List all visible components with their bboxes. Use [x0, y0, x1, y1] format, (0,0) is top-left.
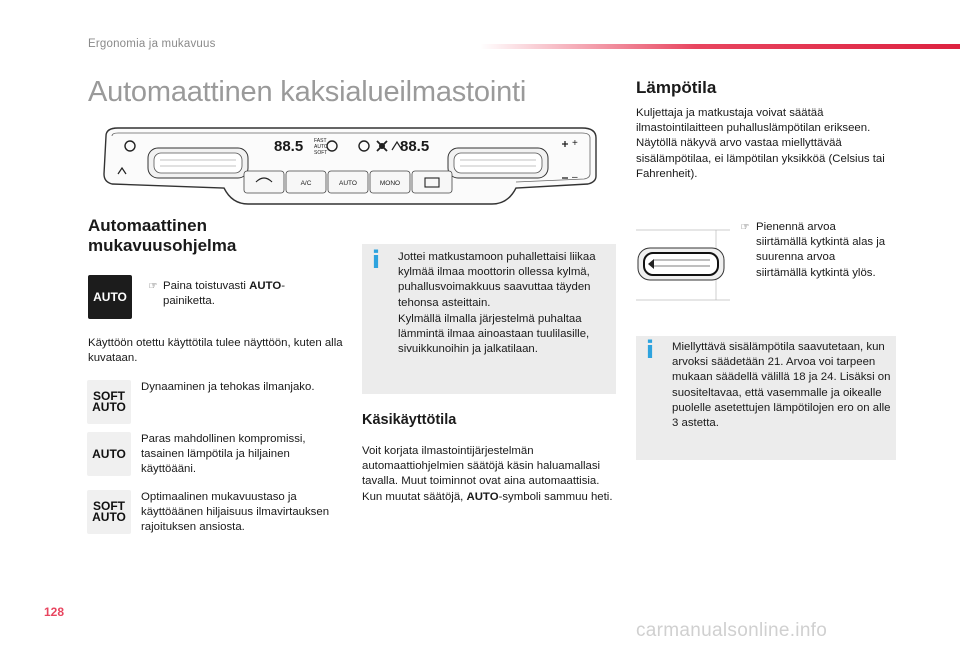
auto-instruction-suffix: -painiketta.	[163, 280, 285, 308]
info-box-right	[636, 336, 896, 460]
mode2-text: Paras mahdollinen kompromissi, tasainen lämpötila ja hiljainen käyttöääni.	[141, 433, 306, 476]
mode1-text: Dynaaminen ja tehokas ilmanjako.	[141, 381, 315, 393]
temperature-instruction: Pienennä arvoa siirtämällä kytkintä alas ja suurenna arvoa siirtämällä kytkintä ylös.	[756, 221, 886, 279]
mode-badge-auto-2	[87, 432, 131, 476]
mode-badge-soft-auto-1	[87, 380, 131, 424]
pointer-icon-temp: ☞	[740, 222, 750, 233]
left-temperature-display: 88.5	[274, 138, 304, 155]
mono-button[interactable]: MONO	[379, 180, 401, 187]
climate-panel-illustration	[96, 124, 604, 208]
mode1-badge-line2: AUTO	[92, 400, 126, 414]
mode1-badge-line1: SOFT	[93, 389, 125, 403]
right-temperature-display: 88.5	[400, 138, 430, 155]
temperature-text: Kuljettaja ja matkustaja voivat säätää ilmastointilaitteen puhalluslämpötilan erikseen. Näytöllä näkyvä arvo vastaa miellyttävää sisälämpötilaa, ei lämpötilan yksikköä (Celsius tai Fahrenheit).	[636, 107, 885, 180]
dial-svg	[636, 228, 730, 302]
page-title: Automaattinen kaksialueilmastointi	[88, 76, 527, 108]
page-number: 128	[44, 605, 65, 619]
auto-button[interactable]: AUTO	[339, 180, 357, 187]
auto-badge-label: AUTO	[93, 290, 127, 304]
mode-badge-soft-auto-3	[87, 490, 131, 534]
auto-instruction-prefix: Paina toistuvasti	[163, 280, 250, 292]
pointer-icon: ☞	[148, 281, 158, 292]
manual-section-heading: Käsikäyttötila	[362, 412, 457, 428]
display-mode-fast: FAST	[314, 138, 327, 144]
mode2-badge-line1: AUTO	[92, 447, 126, 461]
section-header: Ergonomia ja mukavuus	[88, 38, 216, 50]
display-mode-soft: SOFT	[314, 150, 328, 156]
manual-section-text	[362, 444, 620, 505]
ac-button[interactable]: A/C	[300, 180, 312, 187]
info-middle-para1: Jottei matkustamoon puhallettaisi liikaa kylmää ilmaa moottorin ollessa kylmä, puhallusvoimakkuus saavuttaa täyden tehonsa asteittain.	[398, 251, 596, 309]
auto-section-heading	[88, 216, 236, 256]
fan-minus-label: –	[572, 172, 578, 183]
auto-button-icon	[88, 275, 132, 319]
auto-intro-text: Käyttöön otettu käyttötila tulee näyttöön, kuten alla kuvataan.	[88, 337, 343, 365]
climate-panel-svg	[96, 124, 604, 208]
display-mode-auto: AUTO	[314, 144, 328, 150]
auto-instruction-bold: AUTO	[249, 280, 282, 292]
mode3-badge-line2: AUTO	[92, 510, 126, 524]
fan-plus-label: +	[572, 138, 578, 149]
info-icon-right: i	[645, 336, 655, 364]
info-right-text: Miellyttävä sisälämpötila saavutetaan, kun arvoksi säädetään 21. Arvoa voi tarpeen mukaan säädellä välillä 18 ja 24. Lisäksi on suositeltavaa, että vasemmalle ja oikealle puolelle asetettujen lämpötilojen ero on alle 3 astetta.	[672, 341, 891, 430]
manual-text-suffix: -symboli sammuu heti.	[498, 490, 613, 503]
manual-text-bold: AUTO	[466, 490, 499, 503]
temperature-heading: Lämpötila	[636, 78, 717, 97]
auto-heading-line1: Automaattinen	[88, 216, 207, 235]
info-box-middle	[362, 244, 616, 394]
info-icon: i	[371, 246, 381, 274]
temperature-dial-illustration	[636, 228, 730, 302]
header-accent-line	[480, 44, 960, 49]
mode3-text: Optimaalinen mukavuustaso ja käyttöäänen hiljaisuus ilmavirtauksen rajoituksen ansiosta.	[141, 491, 330, 534]
info-middle-para2: Kylmällä ilmalla järjestelmä puhaltaa lämmintä ilmaa ainoastaan tuulilasille, sivuikkunoihin ja jalkatilaan.	[398, 313, 590, 356]
auto-heading-line2: mukavuusohjelma	[88, 236, 237, 255]
auto-instruction	[163, 279, 313, 309]
mode3-badge-line1: SOFT	[93, 499, 125, 513]
manual-text-main: Voit korjata ilmastointijärjestelmän automaattiohjelmien säätöjä käsin haluamallasi tavalla. Muut toiminnot ovat aina automaattisia. Kun muutat säätöjä,	[362, 445, 601, 503]
watermark: carmanualsonline.info	[636, 620, 828, 641]
